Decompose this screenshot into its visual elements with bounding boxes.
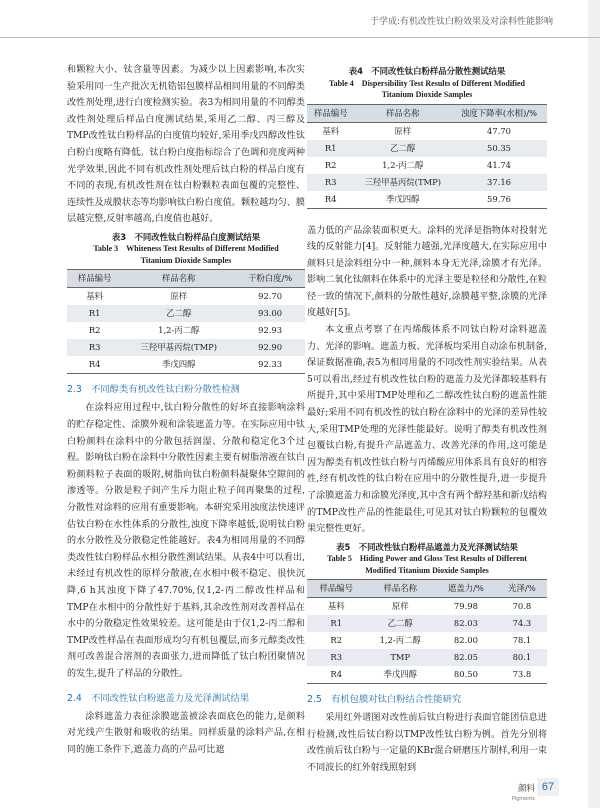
table3-caption-en-2: Titanium Dioxide Samples [140, 255, 232, 265]
table-cell: 三羟甲基丙烷(TMP) [140, 342, 218, 353]
table-cell: R1 [330, 618, 343, 629]
table-cell: 73.8 [497, 666, 547, 684]
table4-header: 样品编号 [307, 104, 354, 122]
table-row [67, 305, 305, 322]
table-cell: 70.8 [512, 601, 532, 612]
table5-header: 样品名称 [366, 580, 435, 598]
table-cell: R1 [88, 308, 101, 319]
table-cell: 79.98 [453, 601, 478, 612]
table-row [307, 598, 547, 616]
table-cell: 82.03 [453, 618, 478, 629]
table-cell: 92.93 [258, 325, 283, 336]
table-cell: 74.3 [512, 618, 532, 629]
journal-name [495, 784, 535, 804]
table-cell: 三羟甲基丙烷(TMP) [364, 176, 442, 187]
table-row [67, 322, 305, 339]
table5-header: 光泽/% [497, 580, 547, 598]
table3-header: 干粉白度/% [235, 270, 305, 288]
table-cell: R3 [88, 342, 101, 353]
table-row [307, 122, 547, 140]
table-cell: 基料 [322, 125, 340, 136]
table-cell: 1,2-丙二醇 [382, 159, 424, 170]
page-number: 67 [537, 778, 559, 796]
table-cell: 50.35 [487, 142, 512, 153]
table-cell: R2 [330, 635, 343, 646]
table-cell: 78.1 [512, 635, 532, 646]
journal-name-cn: 颜料 [517, 784, 535, 794]
table-cell: R3 [324, 176, 337, 187]
section-heading-2-5: 2.5 有机包膜对钛白粉结合性能研究 [307, 694, 462, 706]
table4-caption-en-2: Titanium Dioxide Samples [381, 90, 473, 99]
table-row [307, 140, 547, 157]
left-paragraph-3: 涂料遮盖力表征涂膜遮盖被涂表面底色的能力,是颜料对光线产生散射和吸收的结果。同样质量的涂料产品,在相同的施工条件下,遮盖力高的产品可比遮 [67, 711, 305, 755]
table-cell: R1 [324, 142, 337, 153]
table-row [307, 615, 547, 632]
table3-caption-en-1: Table 3 Whiteness Test Results of Different Modified [93, 244, 279, 254]
table-cell: 47.70 [487, 125, 512, 136]
table3-caption-cn: 表3 不同改性钛白粉样品白度测试结果 [111, 231, 261, 242]
table-cell: 原样 [170, 291, 188, 302]
table5-header: 样品编号 [307, 580, 366, 598]
table-cell: R3 [330, 652, 343, 663]
table-row [307, 632, 547, 649]
table-cell: 原样 [394, 125, 412, 136]
table-cell: 乙二醇 [387, 618, 413, 629]
table-cell: 基料 [327, 601, 345, 612]
table4-header: 样品名称 [354, 104, 451, 122]
table4-header: 浊度下降率(水相)/% [451, 104, 547, 122]
table5-caption-en-1: Table 5 Hiding Power and Gloss Test Results of Different [327, 554, 527, 564]
table-cell: 80.1 [512, 652, 532, 663]
table-cell: R4 [307, 666, 366, 684]
table3-header: 样品编号 [67, 270, 122, 288]
table3-header: 样品名称 [122, 270, 235, 288]
table-cell: 59.76 [451, 191, 547, 209]
table-cell: 82.00 [453, 635, 478, 646]
table-row [67, 288, 305, 306]
table-row [67, 356, 305, 374]
table5-caption-en-2: Modified Titanium Dioxide Samples [365, 565, 489, 575]
left-paragraph-1: 和颗粒大小、钛含量等因素。为减少以上因素影响,本次实验采用同一生产批次无机锆铝包膜样品相同用量的不同醇类改性剂处理,进行白度检测实验。表3为相同用量的不同醇类改性剂处理后样品白度测试结果,采用乙二醇、丙三醇及TMP改性钛白粉样品的白度值均较好,采用季戊四醇改性钛白粉白度略有降低。钛白粉白度指标综合了色调和亮度两种光学效果,因此不同有机改性剂处理后钛白粉的样品白度有不同的表现,有机改性剂在钛白粉颗粒表面包覆的完整性、连续性及成膜状态等均影响钛白粉白度值。颗粒越均匀、膜层越完整,反射率越高,白度值也越好。 [67, 65, 305, 225]
right-paragraph-2: 本文重点考察了在丙烯酸体系不同钛白粉对涂料遮盖力、光泽的影响。遮盖力板、光泽板均采用自动涂布机制备,保证数据准确,表5为相同用量的不同改性剂实验结果。从表5可以看出,经过有机改性钛白粉的遮盖力及光泽都较基料有所提升,其中采用TMP处理和乙二醇改性钛白粉的遮盖性能最好;采用不同有机改性的钛白粉在涂料中的光泽的差异性较大,采用TMP处理的光泽性能最好。说明了醇类有机改性剂包覆钛白粉,有提升产品遮盖力、改善光泽的作用,这可能是因为醇类有机改性钛白粉与丙烯酸应用体系具有良好的相容性,经有机改性的钛白粉在应用中的分散性提升,进一步提升了涂膜遮盖力和涂膜光泽度,其中含有两个醇羟基和新戊结构的TMP改性产品的性能最佳,可见其对钛白粉颗粒的包覆效果完整性更好。 [307, 325, 547, 535]
table-row [307, 191, 547, 209]
table-cell: 80.50 [435, 666, 497, 684]
header-rule [0, 37, 600, 38]
journal-name-en: Pigments [511, 796, 535, 802]
table-cell: 92.90 [258, 342, 283, 353]
table-cell: 原样 [391, 601, 409, 612]
table-cell: 季戊四醇 [366, 666, 435, 684]
table5-caption-cn: 表5 不同改性钛白粉样品遮盖力及光泽测试结果 [336, 541, 518, 552]
table-cell: 92.33 [235, 356, 305, 374]
right-column [307, 50, 547, 777]
table-cell: R2 [88, 325, 101, 336]
table-cell: 季戊四醇 [354, 191, 451, 209]
right-paragraph-1: 盖力低的产品涂装面积更大。涂料的光泽是指物体对投射光线的反射能力[4]。反射能力越强,光泽度越大,在实际应用中颜料只是涂料组分中一种,颜料本身无光泽,涂膜才有光泽。影响二氧化钛颜料在体系中的光泽主要是粒径和分散性,在粒径一致的情况下,颜料的分散性越好,涂膜越平整,涂膜的光泽度越好[5]。 [307, 225, 547, 319]
table4-caption-cn: 表4 不同改性钛白粉样品分散性测试结果 [348, 66, 506, 76]
table-cell: R4 [307, 191, 354, 209]
table-row [307, 174, 547, 191]
table3 [67, 269, 305, 374]
table-cell: 93.00 [258, 308, 283, 319]
table3-caption [67, 232, 305, 267]
table4 [307, 104, 547, 209]
table5-header: 遮盖力/% [435, 580, 497, 598]
left-column [67, 62, 305, 758]
table-cell: 1,2-丙二醇 [158, 325, 200, 336]
table-row [67, 339, 305, 356]
running-title: 于学成:有机改性钛白粉效果及对涂料性能影响 [369, 17, 553, 27]
table-cell: 乙二醇 [166, 308, 192, 319]
table4-caption-en-1: Table 4 Dispersibility Test Results of Different Modified [328, 78, 525, 88]
table5-caption [307, 542, 547, 577]
table-cell: 37.16 [487, 176, 512, 187]
table-cell: R4 [67, 356, 122, 374]
table-row [307, 157, 547, 174]
left-paragraph-2: 在涂料应用过程中,钛白粉分散性的好坏直接影响涂料的贮存稳定性、涂膜外观和涂装遮盖力等。在实际应用中钛白粉颜料在涂料中的分散包括润湿、分散和稳定化3个过程。影响钛白粉在涂料中分散性因素主要有树脂溶液在钛白粉颜料粒子表面的吸附,树脂向钛白粉颜料凝聚体空隙间的渗透等。分散是粒子间产生斥力阻止粒子间再聚集的过程,分散性对涂料的应用有重要影响。本研究采用浊度法快速评估钛白粉在水性体系的分散性,浊度下降率越低,说明钛白粉的水分散性及分散稳定性能越好。表4为相同用量的不同醇类改性钛白粉样品水相分散性测试结果。从表4中可以看出,未经过有机改性的原样分散液,在水相中极不稳定、很快沉降,6 h其浊度下降了47.70%,仅1,2-丙二醇改性样品和TMP在水相中的分散性好于基料,其余改性剂对改善样品在水中的分散稳定性效果较差。这可能是由于仅1,2-丙二醇和TMP改性样品在表面形成均匀有机包覆层,而多元醇类改性剂可改善混合溶剂的表面张力,进而降低了钛白粉团聚情况的发生,提升了样品的分散性。 [67, 403, 305, 679]
table4-caption [307, 66, 547, 101]
table-cell: 季戊四醇 [122, 356, 235, 374]
section-heading-2-3: 2.3 不同醇类有机改性钛白粉分散性检测 [67, 384, 240, 396]
section-heading-2-4: 2.4 不同改性钛白粉遮盖力及光泽测试结果 [67, 692, 250, 704]
table-cell: 82.05 [453, 652, 478, 663]
table-cell: 基料 [86, 291, 104, 302]
table-cell: 1,2-丙二醇 [379, 635, 421, 646]
table-cell: R2 [324, 159, 337, 170]
table-cell: 92.70 [258, 291, 283, 302]
table-row [307, 649, 547, 666]
right-paragraph-3: 采用红外谱图对改性前后钛白粉进行表面官能团信息进行检测,改性后钛白粉以TMP改性钛白粉为例。首先分别将改性前后钛白粉与一定量的KBr混合研磨压片制样,利用一束不同波长的红外射线照射到 [307, 713, 547, 774]
page-edge-strip [588, 0, 600, 808]
table-cell: 41.74 [487, 159, 512, 170]
table-row [307, 666, 547, 684]
table5 [307, 579, 547, 684]
table-cell: TMP [390, 652, 411, 663]
table-cell: 乙二醇 [390, 142, 416, 153]
